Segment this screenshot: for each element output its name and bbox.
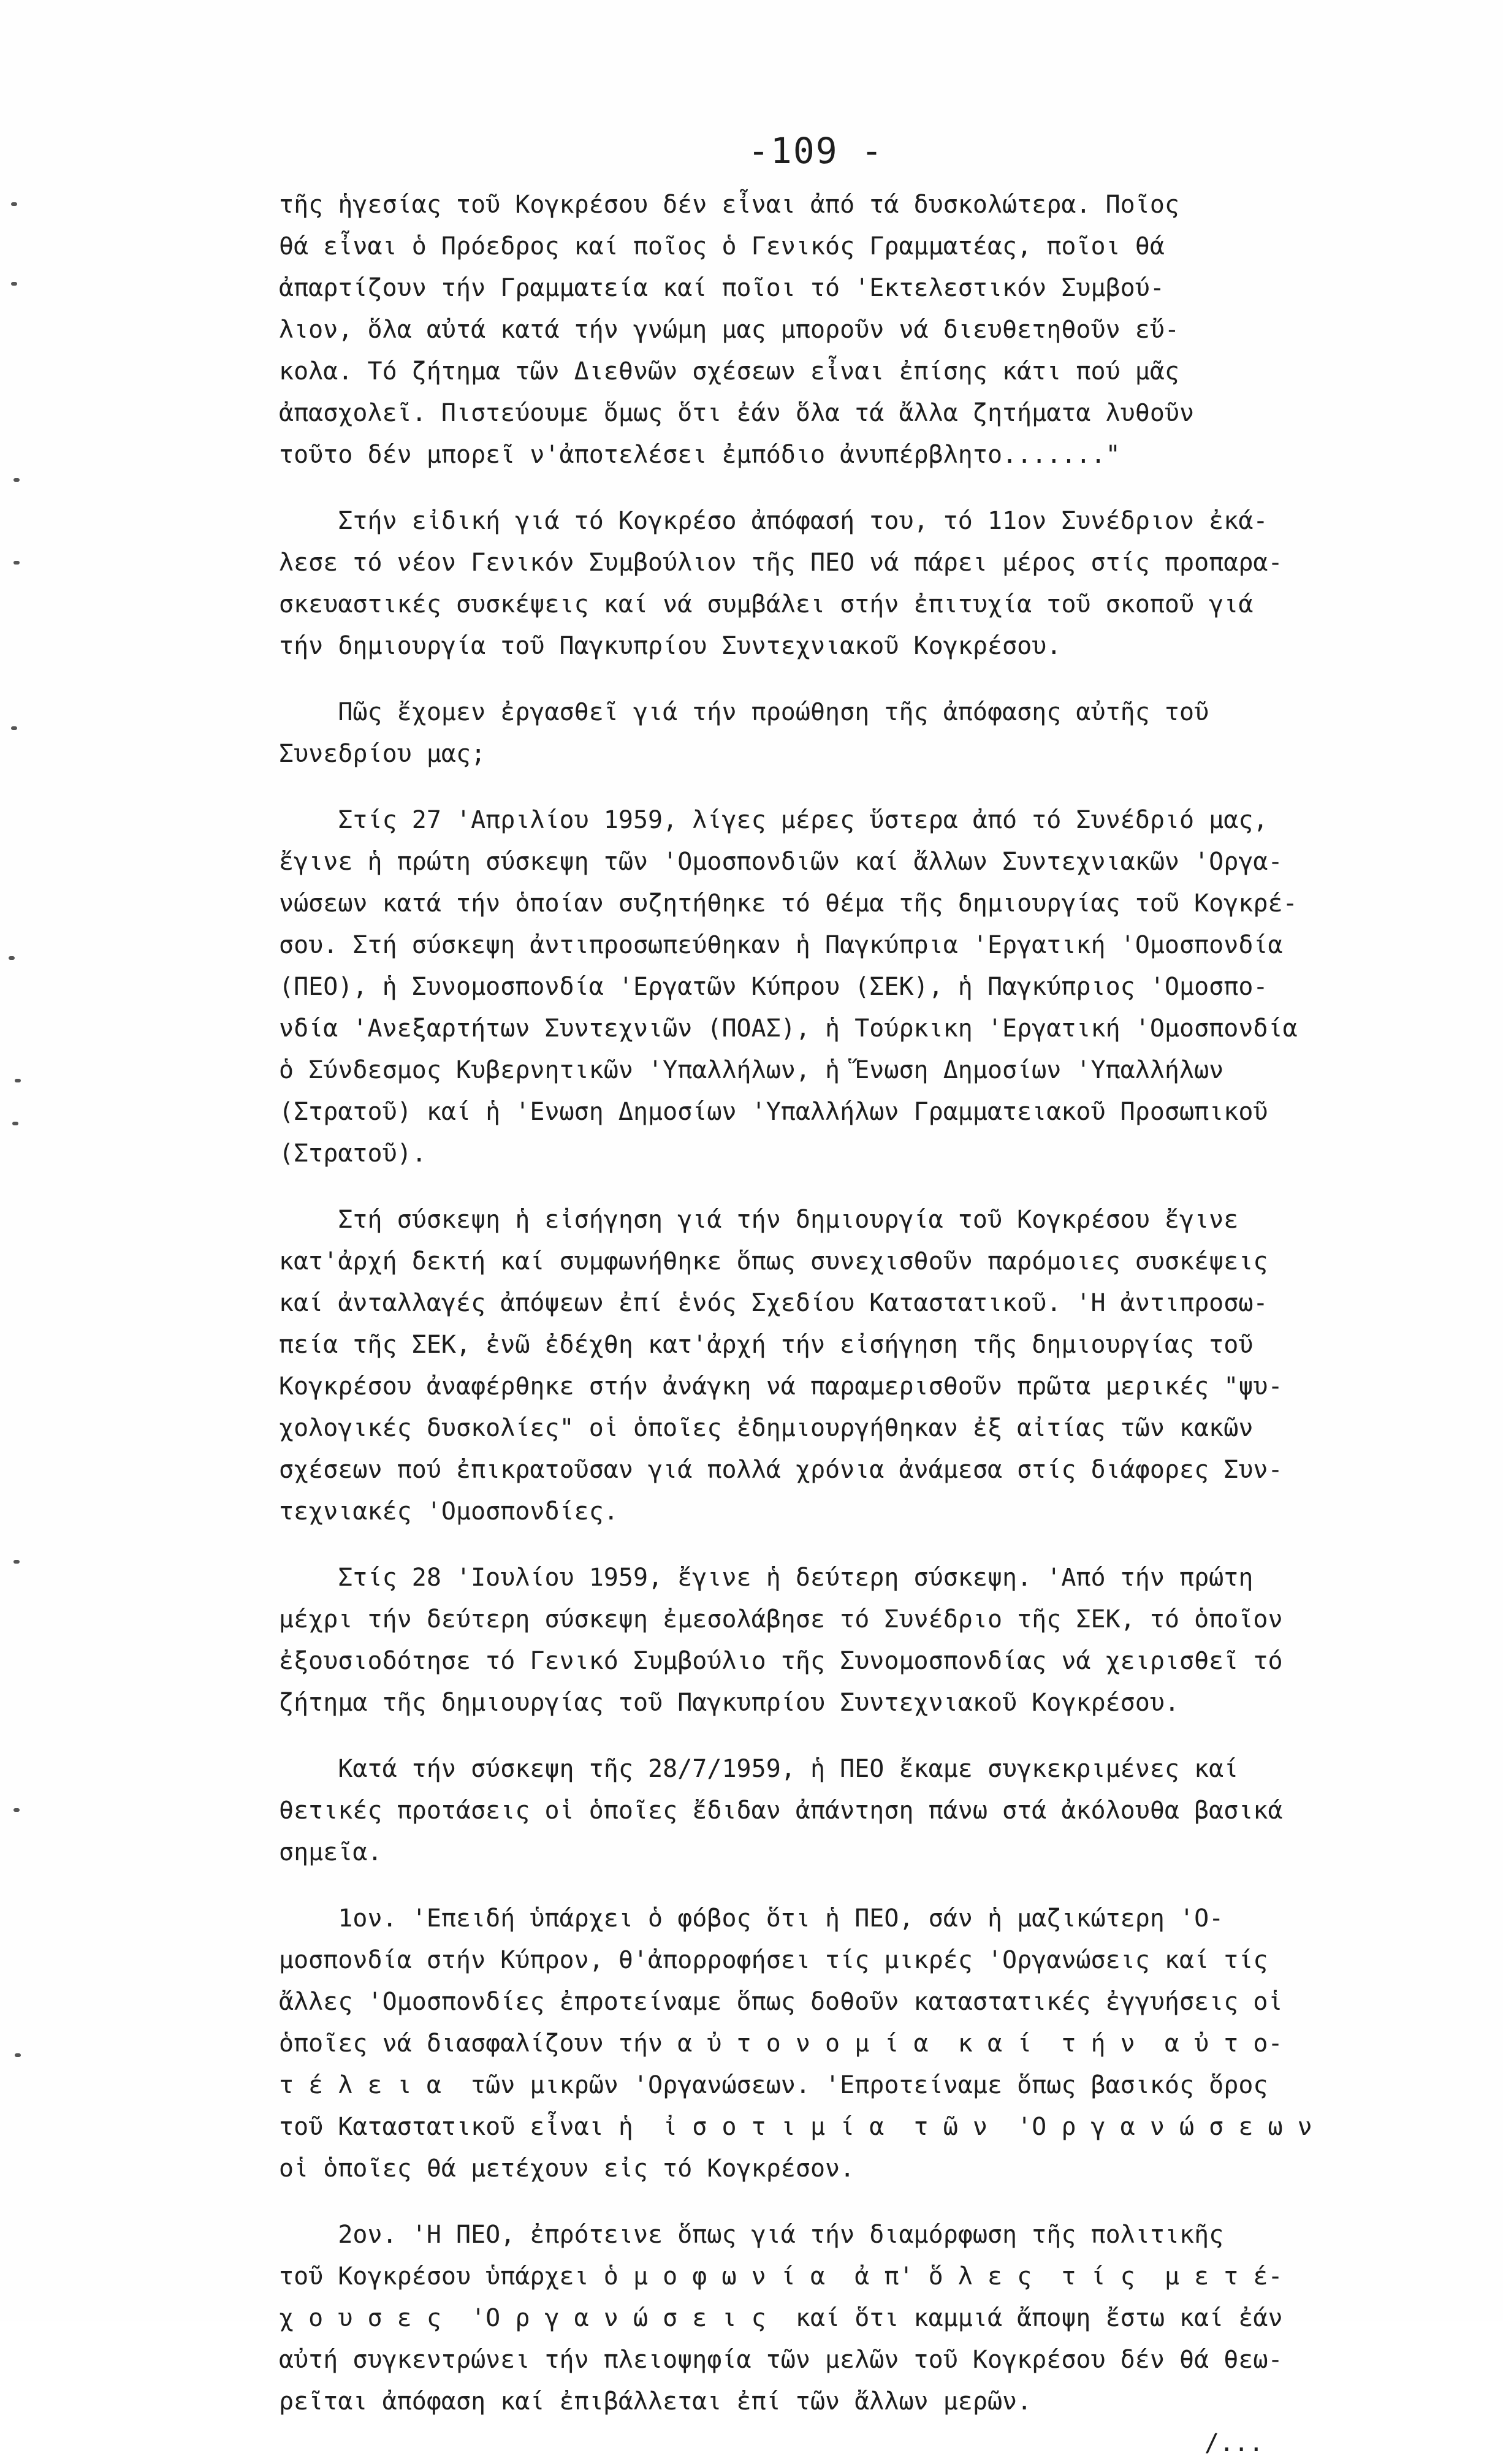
text-line: αὐτή συγκεντρώνει τήν πλειοψηφία τῶν μελῶν τοῦ Κογκρέσου δέν θά θεω-: [279, 2346, 1283, 2374]
text-line: λεσε τό νέον Γενικόν Συμβούλιον τῆς ΠΕΟ νά πάρει μέρος στίς προπαρα-: [279, 549, 1283, 577]
text-line: Κογκρέσου ἀναφέρθηκε στήν ἀνάγκη νά παραμερισθοῦν πρῶτα μερικές "ψυ-: [279, 1372, 1283, 1401]
margin-mark: [13, 1560, 20, 1564]
text-line: ζήτημα τῆς δημιουργίας τοῦ Παγκυπρίου Συντεχνιακοῦ Κογκρέσου.: [279, 1689, 1180, 1717]
text-line: σημεῖα.: [279, 1838, 382, 1866]
text-line: Στήν εἰδική γιά τό Κογκρέσο ἀπόφασή του, τό 11ον Συνέδριον ἐκά-: [279, 507, 1268, 535]
margin-mark: [11, 726, 17, 730]
text-line: ρεῖται ἀπόφαση καί ἐπιβάλλεται ἐπί τῶν ἄλλων μερῶν.: [279, 2387, 1032, 2416]
text-line: (Στρατοῦ).: [279, 1139, 427, 1168]
text-line: τήν δημιουργία τοῦ Παγκυπρίου Συντεχνιακοῦ Κογκρέσου.: [279, 632, 1062, 660]
text-line: τοῦτο δέν μπορεῖ ν'ἀποτελέσει ἐμπόδιο ἀνυπέρβλητο.......": [279, 441, 1121, 469]
body-text: [279, 184, 1431, 2464]
margin-mark: [13, 561, 20, 565]
text-line: ἄλλες 'Ομοσπονδίες ἐπροτείναμε ὅπως δοθοῦν καταστατικές ἐγγυήσεις οἱ: [279, 1988, 1283, 2016]
text-line: Στίς 27 'Απριλίου 1959, λίγες μέρες ὕστερα ἀπό τό Συνέδριό μας,: [279, 806, 1268, 834]
margin-mark: [13, 478, 20, 482]
text-line: κατ'ἀρχή δεκτή καί συμφωνήθηκε ὅπως συνεχισθοῦν παρόμοιες συσκέψεις: [279, 1247, 1268, 1276]
margin-mark: [15, 2053, 21, 2057]
text-line: λιον, ὅλα αὐτά κατά τήν γνώμη μας μποροῦν νά διευθετηθοῦν εὔ-: [279, 316, 1180, 344]
text-line: τεχνιακές 'Ομοσπονδίες.: [279, 1497, 618, 1526]
text-line: καί ἀνταλλαγές ἀπόψεων ἐπί ἑνός Σχεδίου Καταστατικοῦ. 'Η ἀντιπροσω-: [279, 1289, 1268, 1317]
paragraph-first-meeting: [279, 799, 1431, 1174]
paragraph-point-two: [279, 2214, 1431, 2422]
text-line: Πῶς ἔχομεν ἐργασθεῖ γιά τήν προώθηση τῆς ἀπόφασης αὐτῆς τοῦ: [279, 698, 1209, 726]
margin-mark: [11, 202, 17, 206]
text-line: ἀπαρτίζουν τήν Γραμματεία καί ποῖοι τό 'Εκτελεστικόν Συμβού-: [279, 274, 1165, 302]
margin-mark: [12, 1122, 18, 1125]
text-line: Στίς 28 'Ιουλίου 1959, ἔγινε ἡ δεύτερη σύσκεψη. 'Από τήν πρώτη: [279, 1564, 1254, 1592]
text-line: νώσεων κατά τήν ὁποίαν συζητήθηκε τό θέμα τῆς δημιουργίας τοῦ Κογκρέ-: [279, 889, 1298, 918]
text-line: Συνεδρίου μας;: [279, 740, 486, 768]
text-line: τῆς ἡγεσίας τοῦ Κογκρέσου δέν εἶναι ἀπό τά δυσκολώτερα. Ποῖος: [279, 191, 1180, 219]
text-line: κολα. Τό ζήτημα τῶν Διεθνῶν σχέσεων εἶναι ἐπίσης κάτι πού μᾶς: [279, 357, 1180, 386]
text-line: ὁποῖες νά διασφαλίζουν τήν α ὐ τ ο ν ο μ ί α κ α ί τ ή ν α ὐ τ ο-: [279, 2029, 1283, 2058]
text-line: μοσπονδία στήν Κύπρον, θ'ἀπορροφήσει τίς μικρές 'Οργανώσεις καί τίς: [279, 1946, 1268, 1974]
text-line: σου. Στή σύσκεψη ἀντιπροσωπεύθηκαν ἡ Παγκύπρια 'Εργατική 'Ομοσπονδία: [279, 931, 1283, 959]
text-line: μέχρι τήν δεύτερη σύσκεψη ἐμεσολάβησε τό Συνέδριο τῆς ΣΕΚ, τό ὁποῖον: [279, 1605, 1283, 1633]
paragraph-quote-end: [279, 184, 1431, 476]
paragraph-proposal-accepted: [279, 1199, 1431, 1532]
continuation-mark: /...: [1204, 2429, 1264, 2457]
text-line: (Στρατοῦ) καί ἡ 'Ενωση Δημοσίων 'Υπαλλήλων Γραμματειακοῦ Προσωπικοῦ: [279, 1098, 1268, 1126]
text-line: 1ον. 'Επειδή ὑπάρχει ὁ φόβος ὅτι ἡ ΠΕΟ, σάν ἡ μαζικώτερη 'Ο-: [279, 1904, 1224, 1933]
text-line: ἔγινε ἡ πρώτη σύσκεψη τῶν 'Ομοσπονδιῶν καί ἄλλων Συντεχνιακῶν 'Οργα-: [279, 848, 1283, 876]
text-line: ἐξουσιοδότησε τό Γενικό Συμβούλιο τῆς Συνομοσπονδίας νά χειρισθεῖ τό: [279, 1647, 1283, 1675]
paragraph-question: [279, 691, 1431, 775]
text-line: τοῦ Καταστατικοῦ εἶναι ἡ ἰ σ ο τ ι μ ί α τ ῶ ν 'Ο ρ γ α ν ώ σ ε ω ν: [279, 2113, 1312, 2141]
text-line: σκευαστικές συσκέψεις καί νά συμβάλει στήν ἐπιτυχία τοῦ σκοποῦ γιά: [279, 590, 1254, 618]
paragraph-peo-proposals: [279, 1748, 1431, 1873]
paragraph-point-one: [279, 1898, 1431, 2189]
text-line: θά εἶναι ὁ Πρόεδρος καί ποῖος ὁ Γενικός Γραμματέας, ποῖοι θά: [279, 232, 1165, 260]
text-line: τ έ λ ε ι α τῶν μικρῶν 'Οργανώσεων. 'Επροτείναμε ὅπως βασικός ὅρος: [279, 2071, 1268, 2099]
text-line: χολογικές δυσκολίες" οἱ ὁποῖες ἐδημιουργήθηκαν ἐξ αἰτίας τῶν κακῶν: [279, 1414, 1254, 1442]
text-line: οἱ ὁποῖες θά μετέχουν εἰς τό Κογκρέσον.: [279, 2154, 855, 2183]
text-line: χ ο υ σ ε ς 'Ο ρ γ α ν ώ σ ε ι ς καί ὅτι καμμιά ἄποψη ἔστω καί ἐάν: [279, 2304, 1283, 2332]
text-line: νδία 'Ανεξαρτήτων Συντεχνιῶν (ΠΟΑΣ), ἡ Τούρκικη 'Εργατική 'Ομοσπονδία: [279, 1014, 1298, 1043]
text-line: πεία τῆς ΣΕΚ, ἐνῶ ἐδέχθη κατ'ἀρχή τήν εἰσήγηση τῆς δημιουργίας τοῦ: [279, 1331, 1254, 1359]
margin-mark: [11, 282, 17, 286]
text-line: Στή σύσκεψη ἡ εἰσήγηση γιά τήν δημιουργία τοῦ Κογκρέσου ἔγινε: [279, 1206, 1239, 1234]
text-line: σχέσεων πού ἐπικρατοῦσαν γιά πολλά χρόνια ἀνάμεσα στίς διάφορες Συν-: [279, 1456, 1283, 1484]
text-line: ὁ Σύνδεσμος Κυβερνητικῶν 'Υπαλλήλων, ἡ Ἕνωση Δημοσίων 'Υπαλλήλων: [279, 1056, 1224, 1084]
text-line: 2ον. 'Η ΠΕΟ, ἐπρότεινε ὅπως γιά τήν διαμόρφωση τῆς πολιτικῆς: [279, 2221, 1224, 2249]
text-line: (ΠΕΟ), ἡ Συνομοσπονδία 'Εργατῶν Κύπρου (ΣΕΚ), ἡ Παγκύπριος 'Ομοσπο-: [279, 973, 1268, 1001]
margin-mark: [15, 1079, 21, 1082]
margin-mark: [9, 956, 15, 960]
margin-mark: [13, 1808, 20, 1812]
paragraph-second-meeting: [279, 1557, 1431, 1724]
page-number: -109 -: [748, 130, 884, 172]
text-line: τοῦ Κογκρέσου ὑπάρχει ὁ μ ο φ ω ν ί α ἀ π' ὅ λ ε ς τ ί ς μ ε τ έ-: [279, 2262, 1283, 2291]
text-line: θετικές προτάσεις οἱ ὁποῖες ἔδιδαν ἀπάντηση πάνω στά ἀκόλουθα βασικά: [279, 1797, 1283, 1825]
text-line: Κατά τήν σύσκεψη τῆς 28/7/1959, ἡ ΠΕΟ ἔκαμε συγκεκριμένες καί: [279, 1755, 1239, 1783]
text-line: ἀπασχολεῖ. Πιστεύουμε ὅμως ὅτι ἐάν ὅλα τά ἄλλα ζητήματα λυθοῦν: [279, 399, 1195, 427]
paragraph-congress-decision: [279, 500, 1431, 667]
